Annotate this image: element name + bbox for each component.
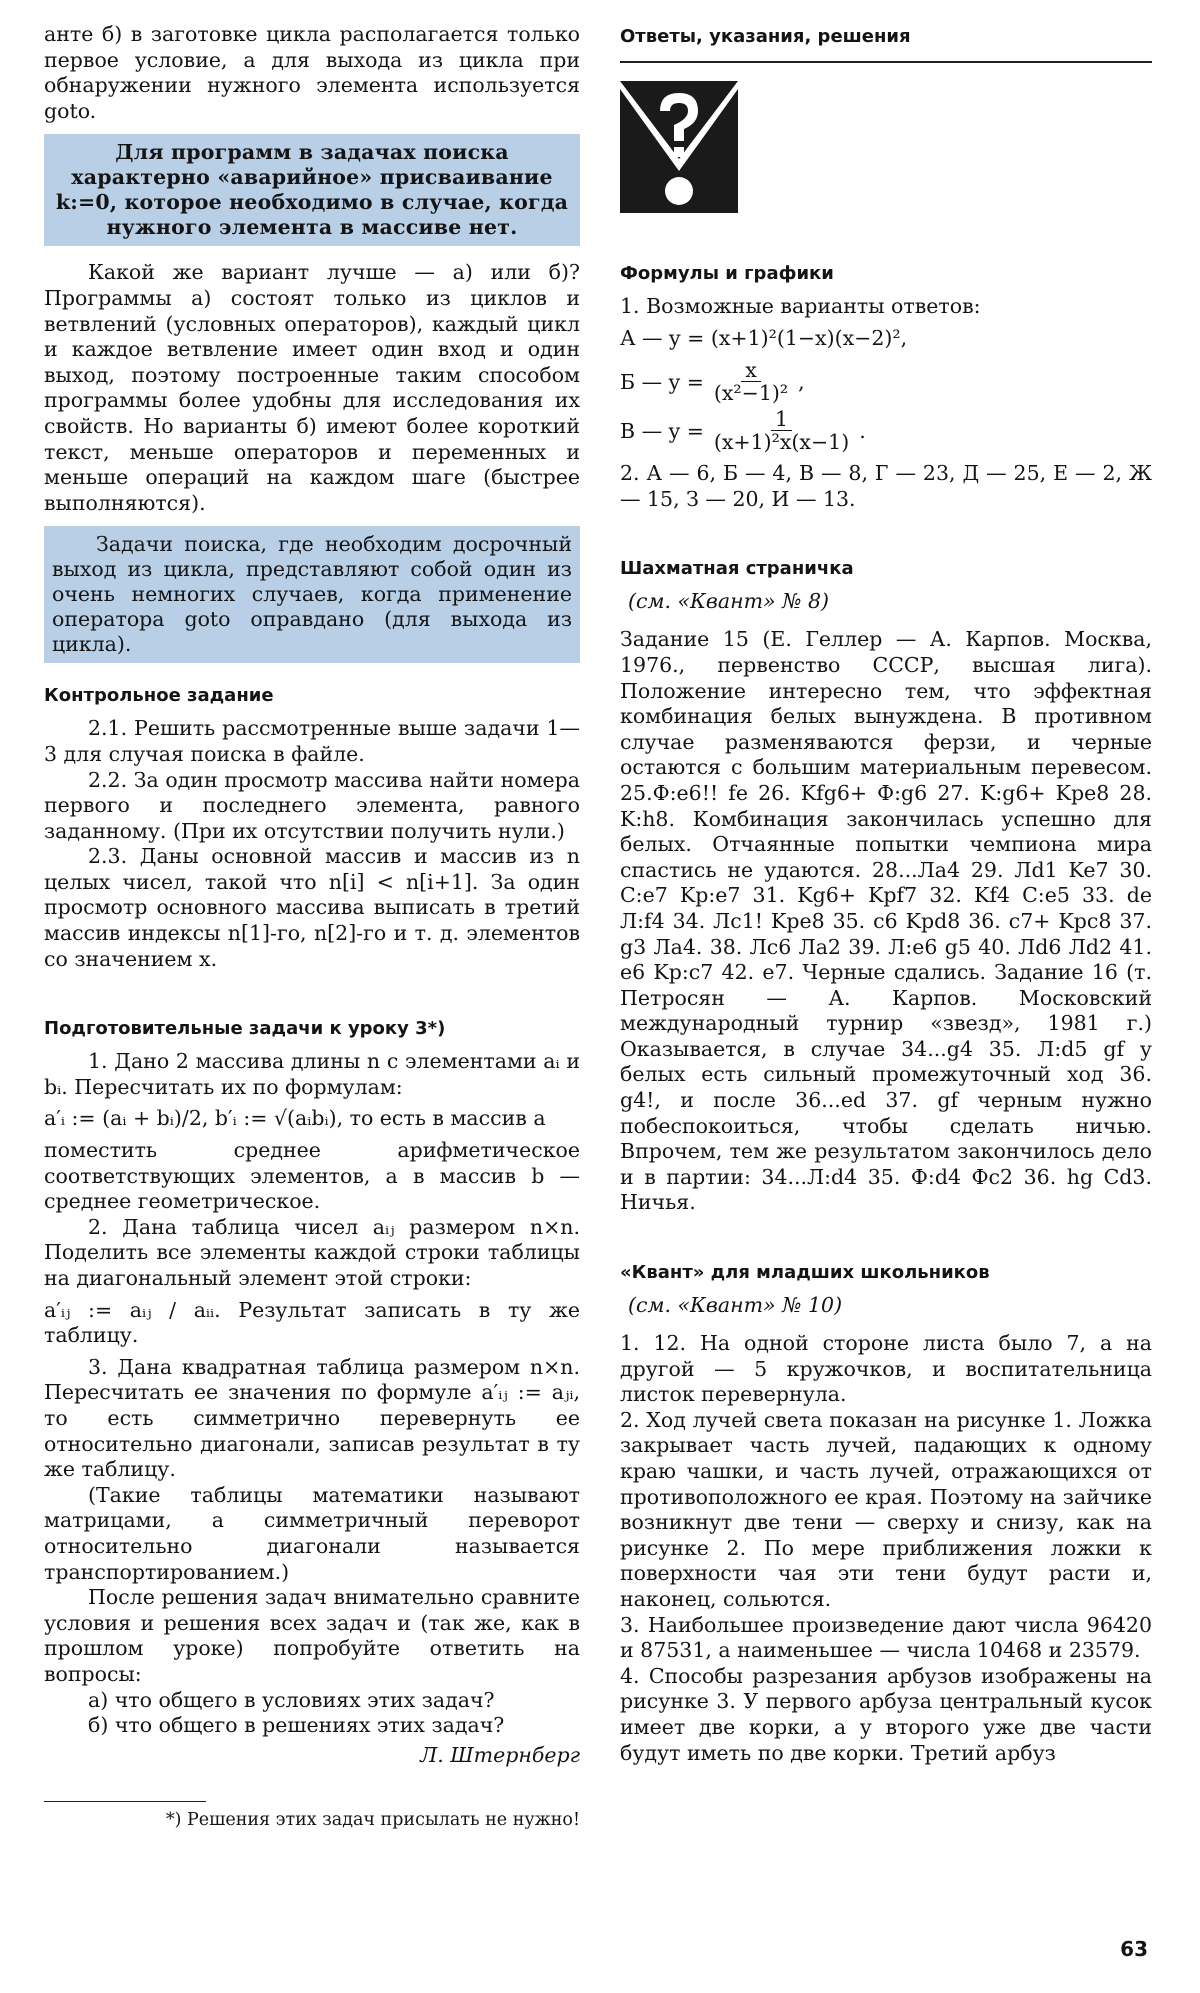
title-rule (620, 61, 1152, 63)
prep-task-instruction: После решения задач внимательно сравните условия и решения всех задач и (так же, как в прошлом уроке) попробуйте ответить на вопросы: (44, 1585, 580, 1686)
formula-a: А — y = (x+1)²(1−x)(x−2)², (620, 325, 908, 350)
kvant-answer-2: 2. Ход лучей света показан на рисунке 1. Ложка закрывает часть лучей, падающих к одному краю чашки, и часть лучей, отражающихся от противоположного ее края. Поэтому на зайчике возникнут две тени — сверху и снизу, как на рисунке 2. По мере приближения ложки к поверхности чая эти тени будут расти и, наконец, сольются. (620, 1407, 1152, 1611)
kvant-heading: «Квант» для младших школьников (620, 1262, 990, 1284)
control-task-3: 2.3. Даны основной массив и массив из n целых чисел, такой что n[i] < n[i+1]. За один просмотр основного массива выписать в третий массив индексы n[1]-го, n[2]-го и т. д. элементов со значением x. (44, 844, 580, 971)
chess-text: Задание 15 (Е. Геллер — А. Карпов. Москва, 1976., первенство СССР, высшая лига). Положение интересно тем, что эффектная комбинация белых вынуждена. В противном случае разменяваются ферзи, и черные остаются с большим материальным перевесом. 25.Ф:e6!! fe 26. Kfg6+ Ф:g6 27. K:g6+ Kpe8 28. K:h8. Комбинация закончилась успешно для белых. Отчаянные попытки чемпиона мира спастись не удаются. 28...Лa4 29. Лd1 Ke7 30. C:e7 Kp:e7 31. Kg6+ Kpf7 32. Kf4 C:e5 33. de Л:f4 34. Лc1! Kpe8 35. c6 Kpd8 36. c7+ Kpc8 37. g3 Лa4. 38. Лc6 Лa2 39. Л:e6 g5 40. Лd6 Лd2 41. e6 Kp:c7 42. e7. Черные сдались. Задание 16 (т. Петросян — А. Карпов. Московский международный турнир «звезд», 1981 г.) Оказывается, в случае 34...g4 35. Л:d5 gf у белых есть сильный промежуточный ход 36. g4!, и после 36...ed 37. gf черным нужно побеспокоиться, чтобы сделать ничью. Впрочем, тем же результатом закончилось дело и в партии: 34...Л:d4 35. Ф:d4 Фc2 36. hg Cd3. Ничья. (620, 627, 1152, 1215)
formula-b-denominator: (x²−1)² (713, 381, 789, 406)
control-task-2: 2.2. За один просмотр массива найти номера первого и последнего элемента, равного заданному. (При их отсутствии получить нули.) (44, 767, 580, 843)
prep-task-2-formula: a′ᵢⱼ := aᵢⱼ / aᵢᵢ. Результат записать в ту же таблицу. (44, 1297, 580, 1348)
question-1: а) что общего в условиях этих задач? (88, 1687, 495, 1712)
prep-task-1-cont: поместить среднее арифметическое соответствующих элементов, а в массив b — среднее геометрическое. (44, 1138, 580, 1214)
formula-b-label: Б — y = (620, 369, 704, 394)
kvant-answer-3: 3. Наибольшее произведение дают числа 96420 и 87531, а наименьшее — числа 10468 и 23579. (620, 1612, 1152, 1663)
prep-task-note: (Такие таблицы математики называют матрицами, а симметричный переворот относительно диагонали называется транспортированием.) (44, 1482, 580, 1584)
prep-task-1-formula: a′ᵢ := (aᵢ + bᵢ)/2, b′ᵢ := √(aᵢbᵢ), то есть в массив a (44, 1106, 546, 1131)
highlight-text-1: Для программ в задачах поиска характерно «аварийное» присваивание k:=0, которое необходимо в случае, когда нужного элемента в массиве нет. (55, 140, 569, 240)
formulas-answer-2: 2. А — 6, Б — 4, В — 8, Г — 23, Д — 25, Е — 2, Ж — 15, З — 20, И — 13. (620, 461, 1152, 511)
kvant-answer-4: 4. Способы разрезания арбузов изображены на рисунке 3. У первого арбуза центральный кусок имеет две корки, а у второго уже две части будут иметь по две корки. Третий арбуз (620, 1663, 1152, 1765)
formula-v-denominator: (x+1)²x(x−1) (713, 430, 850, 455)
left-column (44, 22, 580, 1830)
kvant-answer-1: 1. 12. На одной стороне листа было 7, а на другой — 5 кружочков, и воспитательница листок перевернула. (620, 1331, 1152, 1407)
question-mark-icon (620, 81, 738, 213)
page-number: 63 (1120, 1937, 1148, 1961)
formula-v-numerator: 1 (771, 408, 792, 431)
formula-v: В — y = $\frac{1}{\text{(x+1)²x(x−1)}}$ . (620, 407, 866, 455)
question-2: б) что общего в решениях этих задач? (88, 1713, 505, 1738)
right-column (620, 22, 1152, 1766)
formula-v-label: В — y = (620, 418, 704, 443)
author-signature: Л. Штернберг (420, 1742, 580, 1767)
formula-b-fraction (710, 359, 792, 404)
control-heading: Контрольное задание (44, 685, 274, 707)
chess-heading: Шахматная страничка (620, 558, 854, 580)
kvant-citation: (см. «Квант» № 10) (628, 1293, 843, 1318)
highlight-box-1 (44, 134, 580, 246)
highlight-box-2 (44, 526, 580, 663)
prep-task-3: 3. Дана квадратная таблица размером n×n. Пересчитать ее значения по формуле a′ᵢⱼ := aⱼᵢ, то есть симметрично перевернуть ее относительно диагонали, записав результат в ту же таблицу. (44, 1354, 580, 1482)
highlight-text-2: Задачи поиска, где необходим досрочный выход из цикла, представляют собой один из очень немногих случаев, когда применение оператора goto оправдано (для выхода из цикла). (52, 532, 572, 657)
chess-citation: (см. «Квант» № 8) (628, 589, 830, 614)
control-task-1: 2.1. Решить рассмотренные выше задачи 1—3 для случая поиска в файле. (44, 716, 580, 766)
prep-task-1: 1. Дано 2 массива длины n с элементами aᵢ и bᵢ. Пересчитать их по формулам: (44, 1049, 580, 1099)
formula-v-fraction (710, 408, 853, 453)
formula-b-numerator: x (741, 359, 761, 382)
comparison-paragraph: Какой же вариант лучше — а) или б)? Программы а) состоят только из циклов и ветвлений (условных операторов), каждый цикл и каждое ветвление имеет один вход и один выход, поэтому построенные таким способом программы более удобны для исследования их свойств. Но варианты б) имеют более короткий текст, меньше операторов и переменных и меньше операций на каждом шаге (быстрее выполняются). (44, 260, 580, 515)
footnote-rule (44, 1801, 206, 1802)
footnote: *) Решения этих задач присылать не нужно! (165, 1809, 580, 1830)
prep-heading: Подготовительные задачи к уроку 3*) (44, 1018, 446, 1040)
formulas-heading: Формулы и графики (620, 263, 834, 284)
formulas-answer-1: 1. Возможные варианты ответов: (620, 294, 981, 318)
prep-task-2: 2. Дана таблица чисел aᵢⱼ размером n×n. Поделить все элементы каждой строки таблицы на диагональный элемент этой строки: (44, 1214, 580, 1290)
section-title: Ответы, указания, решения (620, 26, 911, 47)
formula-b: Б — y = $\frac{x}{\text{(x²−1)²}}$ , (620, 358, 805, 406)
intro-paragraph: анте б) в заготовке цикла располагается только первое условие, а для выхода из цикла при обнаружении нужного элемента используется goto. (44, 22, 580, 123)
